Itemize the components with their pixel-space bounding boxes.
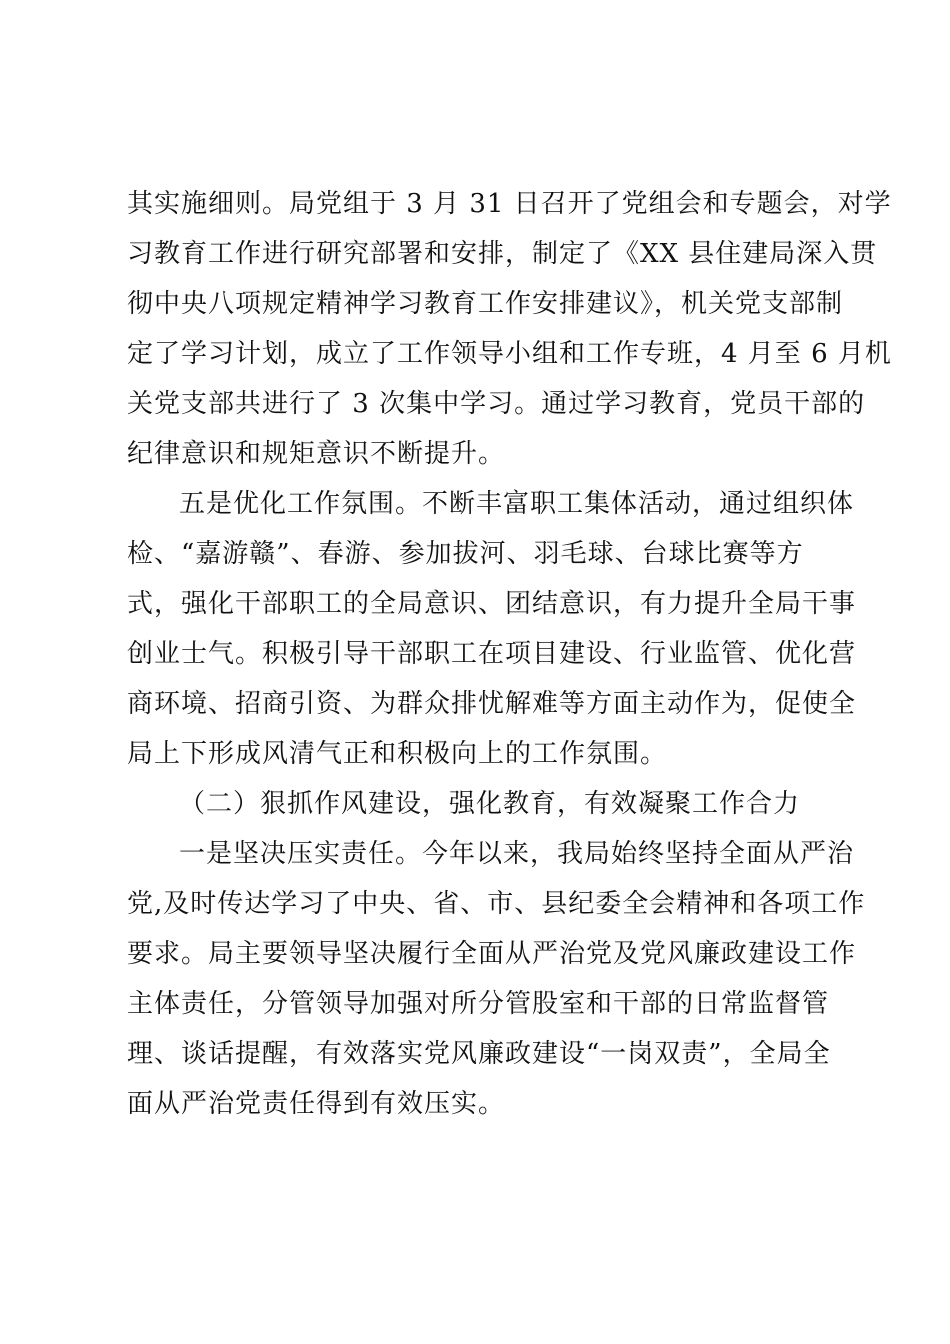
text-line: 定了学习计划，成立了工作领导小组和工作专班，4 月至 6 月机 — [127, 339, 892, 369]
text-line: 党,及时传达学习了中央、省、市、县纪委全会精神和各项工作 — [127, 889, 866, 919]
text-line: 纪律意识和规矩意识不断提升。 — [127, 439, 506, 469]
text-line: 关党支部共进行了 3 次集中学习。通过学习教育，党员干部的 — [127, 389, 866, 419]
text-line: 商环境、招商引资、为群众排忧解难等方面主动作为，促使全 — [127, 689, 857, 719]
paragraph-implementation — [127, 179, 892, 479]
text-line: 理、谈话提醒，有效落实党风廉政建设“一岗双责”，全局全 — [127, 1039, 831, 1069]
paragraph-work-atmosphere — [127, 479, 857, 779]
text-line: 局上下形成风清气正和积极向上的工作氛围。 — [127, 739, 668, 769]
text-line: 面从严治党责任得到有效压实。 — [127, 1089, 506, 1119]
section-heading — [127, 779, 827, 829]
text-line: 一是坚决压实责任。今年以来，我局始终坚持全面从严治 — [179, 839, 855, 869]
text-line: 创业士气。积极引导干部职工在项目建设、行业监管、优化营 — [127, 639, 857, 669]
section-heading-text: （二）狠抓作风建设，强化教育，有效凝聚工作合力 — [179, 789, 801, 819]
paragraph-responsibility — [127, 829, 866, 1129]
text-line: 其实施细则。局党组于 3 月 31 日召开了党组会和专题会，对学 — [127, 189, 892, 219]
text-line: 式，强化干部职工的全局意识、团结意识，有力提升全局干事 — [127, 589, 857, 619]
text-line: 习教育工作进行研究部署和安排，制定了《XX 县住建局深入贯 — [127, 239, 878, 269]
text-line: 要求。局主要领导坚决履行全面从严治党及党风廉政建设工作 — [127, 939, 857, 969]
text-line: 检、“嘉游赣”、春游、参加拔河、羽毛球、台球比赛等方 — [127, 539, 804, 569]
text-line: 五是优化工作氛围。不断丰富职工集体活动，通过组织体 — [179, 489, 855, 519]
document-body — [127, 179, 892, 1129]
text-line: 彻中央八项规定精神学习教育工作安排建议》，机关党支部制 — [127, 289, 844, 319]
text-line: 主体责任，分管领导加强对所分管股室和干部的日常监督管 — [127, 989, 830, 1019]
